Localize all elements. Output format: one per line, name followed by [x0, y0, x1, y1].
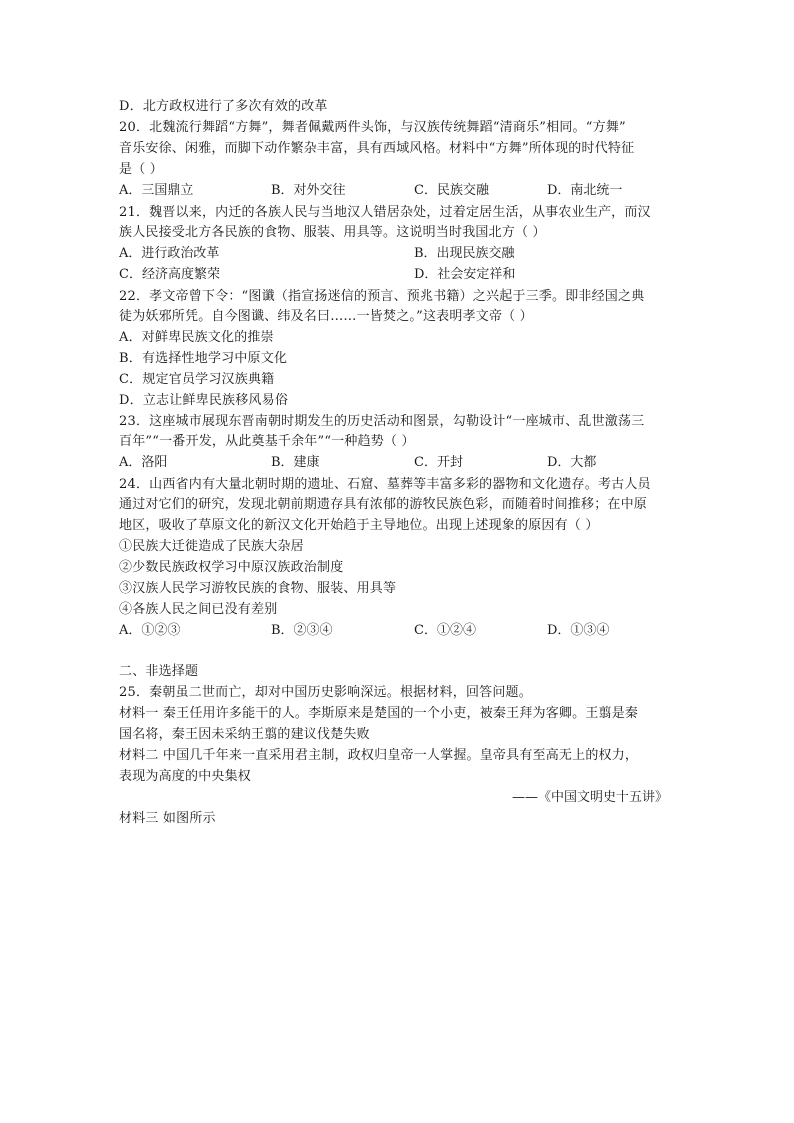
q21-options-row-2 [119, 265, 679, 285]
q23-options [119, 453, 679, 473]
q23-option-d: D．大都 [547, 455, 597, 470]
q22-stem-line-1: 22．孝文帝曾下令：“图谶（指宣扬迷信的预言、预兆书籍）之兴起于三季。即非经国之典 [119, 289, 645, 304]
q22-option-b: B．有选择性地学习中原文化 [119, 351, 288, 366]
q21-option-b: B．出现民族交融 [414, 246, 515, 261]
q23-option-c: C．开封 [414, 455, 463, 470]
q24-option-c: C．①②④ [414, 623, 476, 638]
q23-option-b: B．建康 [271, 455, 320, 470]
q21-stem-line-2: 族人民接受北方各民族的食物、服装、用具等。这说明当时我国北方（ ） [119, 225, 546, 240]
q20-stem-line-1: 20．北魏流行舞蹈“方舞”，舞者佩戴两件头饰，与汉族传统舞蹈“清商乐”相同。“方舞” [119, 120, 626, 135]
q24-stem-line-2: 通过对它们的研究，发现北朝前期遗存具有浓郁的游牧民族色彩，而随着时间推移；在中原 [119, 497, 648, 512]
q24-options [119, 621, 679, 641]
q24-option-a: A．①②③ [119, 623, 181, 638]
q23-stem-line-2: 百年”“一番开发，从此奠基千余年”“一种趋势（ ） [119, 434, 415, 449]
q20-option-b: B．对外交往 [271, 183, 346, 198]
q24-statement-4: ④各族人民之间已没有差别 [119, 602, 278, 617]
material-2-line-2: 表现为高度的中央集权 [119, 769, 252, 784]
q21-option-d: D．社会安定祥和 [414, 267, 516, 282]
q24-statement-2: ②少数民族政权学习中原汉族政治制度 [119, 560, 344, 575]
q21-option-a: A．进行政治改革 [119, 246, 220, 261]
q21-option-c: C．经济高度繁荣 [119, 267, 220, 282]
q20-stem-line-2: 音乐安徐、闲雅，而脚下动作繁杂丰富，具有西域风格。材料中“方舞”所体现的时代特征 [119, 141, 635, 156]
q21-stem-line-1: 21．魏晋以来，内迁的各族人民与当地汉人错居杂处，过着定居生活，从事农业生产，而汉 [119, 205, 651, 220]
q22-option-d: D．立志让鲜卑民族移风易俗 [119, 393, 289, 408]
q24-option-d: D．①③④ [547, 623, 610, 638]
q23-stem-line-1: 23．这座城市展现东晋南朝时期发生的历史活动和图景，勾勒设计“一座城市、乱世激荡三 [119, 414, 645, 429]
q24-statement-3: ③汉族人民学习游牧民族的食物、服装、用具等 [119, 581, 397, 596]
q22-option-c: C．规定官员学习汉族典籍 [119, 372, 275, 387]
q21-options-row-1 [119, 244, 679, 264]
q19-option-d: D．北方政权进行了多次有效的改革 [119, 99, 328, 114]
material-1-line-1: 材料一 秦王任用许多能干的人。李斯原来是楚国的一个小吏，被秦王拜为客卿。王翦是秦 [119, 706, 639, 721]
q22-stem-line-2: 徒为妖邪所凭。自今图谶、纬及名曰……一皆焚之。”这表明孝文帝（ ） [119, 309, 533, 324]
q20-stem-line-3: 是（ ） [119, 162, 163, 177]
q20-option-a: A．三国鼎立 [119, 183, 194, 198]
section-heading: 二、非选择题 [119, 664, 199, 679]
q23-option-a: A．洛阳 [119, 455, 168, 470]
q24-option-b: B．②③④ [271, 623, 333, 638]
q20-option-c: C．民族交融 [414, 183, 489, 198]
q20-options [119, 181, 679, 201]
material-2-line-1: 材料二 中国几千年来一直采用君主制，政权归皇帝一人掌握。皇帝具有至高无上的权力， [119, 748, 639, 763]
q24-stem-line-1: 24．山西省内有大量北朝时期的遗址、石窟、墓葬等丰富多彩的器物和文化遗存。考古人员 [119, 477, 651, 492]
q24-statement-1: ①民族大迁徙造成了民族大杂居 [119, 539, 304, 554]
q22-option-a: A．对鲜卑民族文化的推崇 [119, 330, 274, 345]
material-1-line-2: 国名将，秦王因未采纳王翦的建议伐楚失败 [119, 727, 370, 742]
material-3-line: 材料三 如图所示 [119, 811, 216, 826]
q20-option-d: D．南北统一 [547, 183, 623, 198]
material-2-source: ——《中国文明史十五讲》 [511, 790, 668, 805]
q24-stem-line-3: 地区，吸收了草原文化的新汉文化开始趋于主导地位。出现上述现象的原因有（ ） [119, 518, 599, 533]
q25-intro: 25．秦朝虽二世而亡，却对中国历史影响深远。根据材料，回答问题。 [119, 685, 532, 700]
